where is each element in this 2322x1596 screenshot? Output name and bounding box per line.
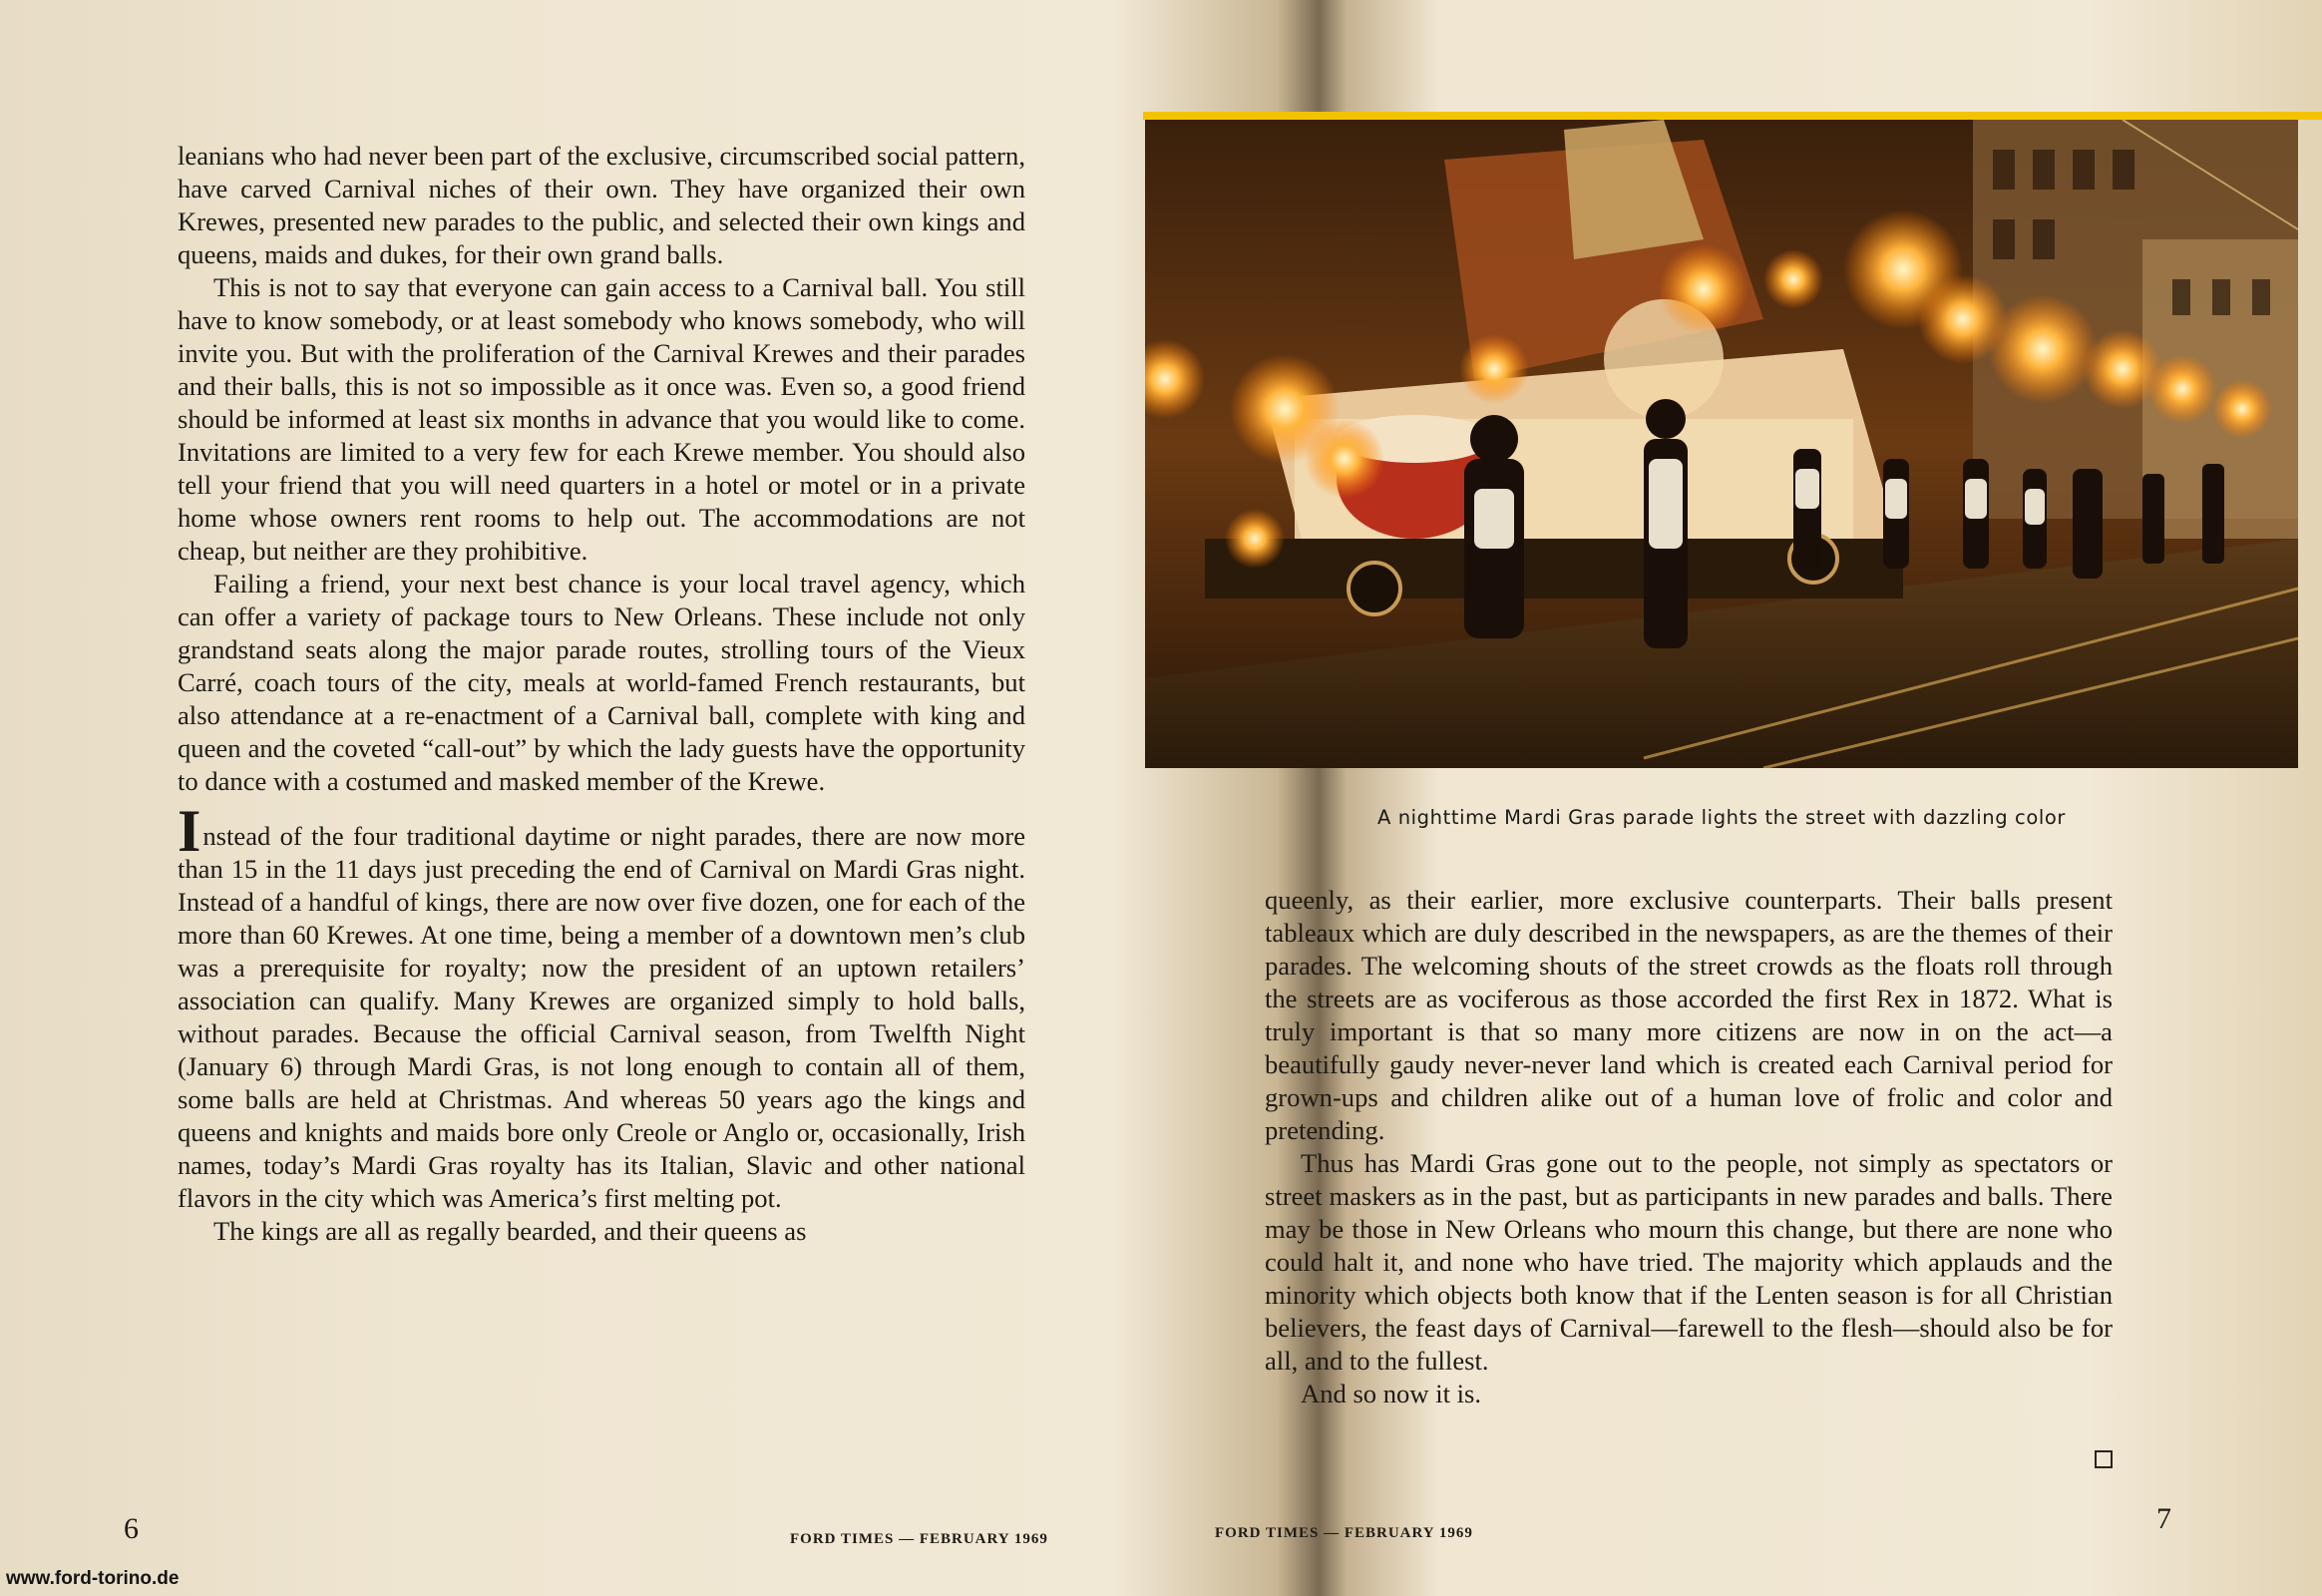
running-head-left: FORD TIMES — FEBRUARY 1969 [790, 1531, 1048, 1547]
right-page [1147, 0, 2322, 1596]
page-number-left: 6 [124, 1512, 139, 1545]
article-paragraph: queenly, as their earlier, more exclusive counterparts. Their balls present tableaux which are duly described in the newspapers, as are the themes of their parades. The welcoming shouts of the street crowds as the floats roll through the streets are as vociferous as those accorded the first Rex in 1872. What is truly important is that so many more citizens are now in on the act—a beautifully gaudy never-never land which is created each Carnival period for grown-ups and children alike out of a human love of frolic and color and pretending. [1265, 885, 2113, 1145]
section-break [178, 798, 1025, 816]
article-paragraph: The kings are all as regally bearded, and their queens as [213, 1216, 807, 1246]
photo-caption: A nighttime Mardi Gras parade lights the street with dazzling color [1376, 806, 2067, 829]
article-paragraph: leanians who had never been part of the exclusive, circumscribed social pattern, have carved Carnival niches of their own. They have organized their own Krewes, presented new parades to the public, and selected their own kings and queens, maids and dukes, for their own grand balls. [178, 141, 1025, 269]
left-page [0, 0, 1137, 1596]
article-paragraph: This is not to say that everyone can gain access to a Carnival ball. You still have to know somebody, or at least somebody who knows somebody, who will invite you. But with the proliferation of the Carnival Krewes and their parades and their balls, this is not so impossible as it once was. Even so, a good friend should be informed at least six months in advance that you would like to come. Invitations are limited to a very few for each Krewe member. You should also tell your friend that you will need quarters in a hotel or motel or in a private home whose owners rent rooms to help out. The accommodations are not cheap, but neither are they prohibitive. [178, 272, 1025, 566]
running-head-right: FORD TIMES — FEBRUARY 1969 [1215, 1525, 1473, 1541]
article-paragraph: And so now it is. [1301, 1379, 1482, 1408]
end-of-article-mark [2095, 1450, 2113, 1468]
right-page-body-text [1265, 884, 2113, 1410]
section-opening-text: nstead of the four traditional daytime or night parades, there are now more than 15 in the 11 days just preceding the end of Carnival on Mardi Gras night. Instead of a handful of kings, there are now over five dozen, one for each of the more than 60 Krewes. At one time, being a member of a downtown men’s club was a prerequisite for royalty; now the president of an uptown retailers’ association can qualify. Many Krewes are organized simply to hold balls, without parades. Because the official Carnival season, from Twelfth Night (January 6) through Mardi Gras, is not long enough to contain all of them, some balls are held at Christmas. And whereas 50 years ago the kings and queens and knights and maids bore only Creole or Anglo or, occasionally, Irish names, today’s Mardi Gras royalty has its Italian, Slavic and other national flavors in the city which was America’s first melting pot. [178, 821, 1025, 1213]
drop-cap: I [178, 798, 201, 864]
page-number-right: 7 [2156, 1502, 2171, 1535]
website-watermark: www.ford-torino.de [6, 1568, 180, 1589]
section-opening-paragraph [178, 798, 1025, 1215]
article-paragraph: Thus has Mardi Gras gone out to the people, not simply as spectators or street maskers as in the past, but as participants in new parades and balls. There may be those in New Orleans who mourn this change, but there are none who could halt it, and none who have tried. The majority which applauds and the minority which objects both know that if the Lenten season is for all Christian believers, the feast days of Carnival—farewell to the flesh—should also be for all, and to the fullest. [1265, 1148, 2113, 1376]
left-page-body-text [178, 140, 1025, 1248]
article-paragraph: Failing a friend, your next best chance is your local travel agency, which can offer a variety of package tours to New Orleans. These include not only grandstand seats along the major parade routes, strolling tours of the Vieux Carré, coach tours of the city, meals at world-famed French restaurants, but also attendance at a re-enactment of a Carnival ball, complete with king and queen and the coveted “call-out” by which the lady guests have the opportunity to dance with a costumed and masked member of the Krewe. [178, 569, 1025, 796]
